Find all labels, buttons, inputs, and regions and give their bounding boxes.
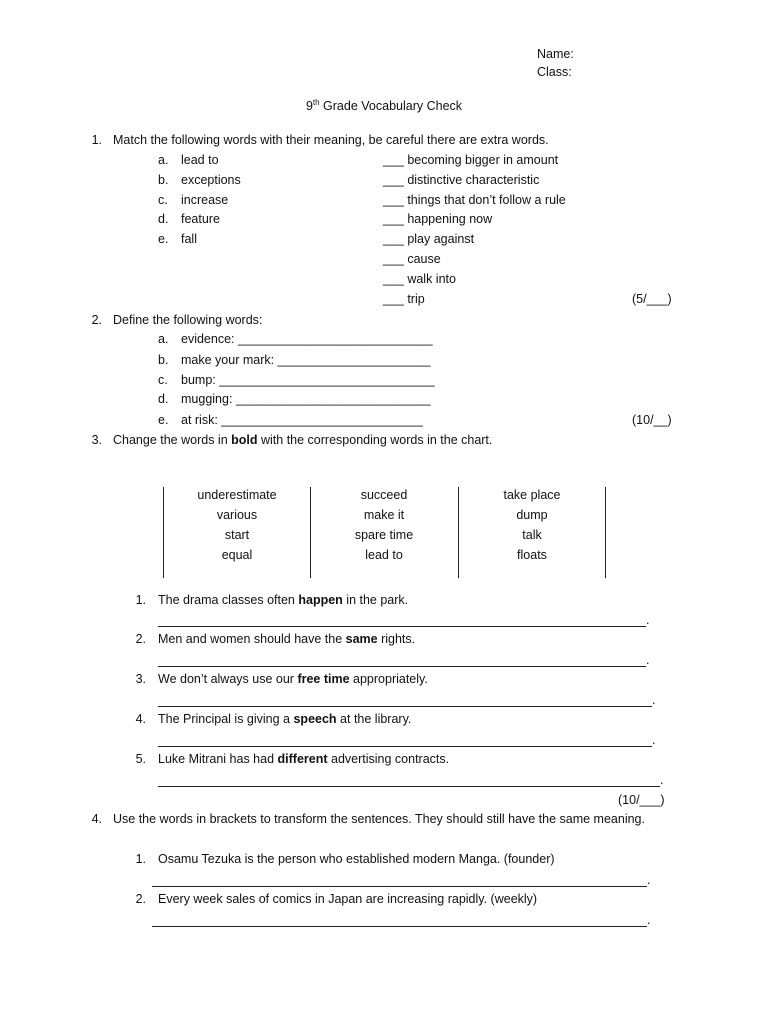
- definition-item: at risk: _____________________________: [181, 413, 423, 427]
- question-number: 3.: [91, 433, 102, 447]
- answer-line[interactable]: [158, 786, 660, 787]
- list-item-letter: d.: [158, 392, 169, 406]
- answer-line[interactable]: [158, 746, 652, 747]
- sentence-number: 2.: [135, 632, 146, 646]
- match-word: increase: [181, 193, 229, 207]
- answer-line[interactable]: [152, 926, 647, 927]
- list-item-letter: d.: [158, 212, 169, 226]
- match-meaning: ___ things that don’t follow a rule: [383, 193, 566, 207]
- sentence-number: 4.: [135, 712, 146, 726]
- question-instruction: Use the words in brackets to transform the sentences. They should still have the same meaning.: [113, 812, 645, 826]
- match-meaning: ___ distinctive characteristic: [383, 173, 540, 187]
- line-end: .: [646, 653, 650, 667]
- answer-line[interactable]: [158, 666, 646, 667]
- match-meaning: ___ cause: [383, 252, 441, 266]
- page-title: 9th Grade Vocabulary Check: [305, 98, 463, 114]
- match-meaning: ___ becoming bigger in amount: [383, 153, 559, 167]
- list-item-letter: c.: [158, 373, 168, 387]
- question-number: 2.: [91, 313, 102, 327]
- match-meaning: ___ walk into: [383, 272, 456, 286]
- question-instruction: Change the words in bold with the corresponding words in the chart.: [113, 433, 493, 447]
- sentence-text: The Principal is giving a speech at the library.: [158, 712, 412, 726]
- sentence-number: 3.: [135, 672, 146, 686]
- sentence-text: We don’t always use our free time appropriately.: [158, 672, 428, 686]
- match-word: feature: [181, 212, 220, 226]
- definition-item: evidence: ____________________________: [181, 332, 433, 346]
- sentence-text: Luke Mitrani has had different advertising contracts.: [158, 752, 450, 766]
- definition-item: mugging: ____________________________: [181, 392, 431, 406]
- name-label: Name:: [537, 47, 574, 61]
- chart-cell: equal: [221, 548, 253, 562]
- chart-cell: dump: [516, 508, 548, 522]
- chart-cell: succeed: [360, 488, 408, 502]
- list-item-letter: b.: [158, 173, 169, 187]
- sentence-number: 2.: [135, 892, 146, 906]
- score-box: (10/__): [632, 413, 672, 427]
- line-end: .: [647, 913, 651, 927]
- list-item-letter: b.: [158, 353, 169, 367]
- score-box: (5/___): [632, 292, 672, 306]
- answer-line[interactable]: [158, 706, 652, 707]
- line-end: .: [652, 733, 656, 747]
- list-item-letter: a.: [158, 332, 169, 346]
- score-box: (10/___): [618, 793, 665, 807]
- list-item-letter: e.: [158, 413, 169, 427]
- chart-cell: various: [216, 508, 258, 522]
- list-item-letter: e.: [158, 232, 169, 246]
- sentence-text: The drama classes often happen in the park.: [158, 593, 409, 607]
- match-meaning: ___ play against: [383, 232, 475, 246]
- line-end: .: [646, 613, 650, 627]
- chart-cell: start: [224, 528, 250, 542]
- match-meaning: ___ trip: [383, 292, 425, 306]
- chart-cell: lead to: [365, 548, 403, 562]
- definition-item: make your mark: ______________________: [181, 353, 431, 367]
- line-end: .: [647, 873, 651, 887]
- chart-cell: spare time: [354, 528, 414, 542]
- sentence-text: Every week sales of comics in Japan are increasing rapidly. (weekly): [158, 892, 538, 906]
- list-item-letter: a.: [158, 153, 169, 167]
- chart-cell: underestimate: [197, 488, 277, 502]
- sentence-text: Osamu Tezuka is the person who established modern Manga. (founder): [158, 852, 555, 866]
- match-meaning: ___ happening now: [383, 212, 493, 226]
- chart-cell: talk: [522, 528, 542, 542]
- list-item-letter: c.: [158, 193, 168, 207]
- sentence-number: 5.: [135, 752, 146, 766]
- sentence-number: 1.: [135, 852, 146, 866]
- chart-cell: make it: [363, 508, 405, 522]
- line-end: .: [660, 773, 664, 787]
- line-end: .: [652, 693, 656, 707]
- question-instruction: Match the following words with their meaning, be careful there are extra words.: [113, 133, 549, 147]
- answer-line[interactable]: [158, 626, 646, 627]
- chart-cell: floats: [517, 548, 547, 562]
- question-number: 4.: [91, 812, 102, 826]
- sentence-number: 1.: [135, 593, 146, 607]
- chart-cell: take place: [503, 488, 561, 502]
- match-word: fall: [181, 232, 197, 246]
- sentence-text: Men and women should have the same rights.: [158, 632, 416, 646]
- class-label: Class:: [537, 65, 572, 79]
- match-word: lead to: [181, 153, 219, 167]
- definition-item: bump: _______________________________: [181, 373, 435, 387]
- answer-line[interactable]: [152, 886, 647, 887]
- question-number: 1.: [91, 133, 102, 147]
- question-instruction: Define the following words:: [113, 313, 263, 327]
- match-word: exceptions: [181, 173, 241, 187]
